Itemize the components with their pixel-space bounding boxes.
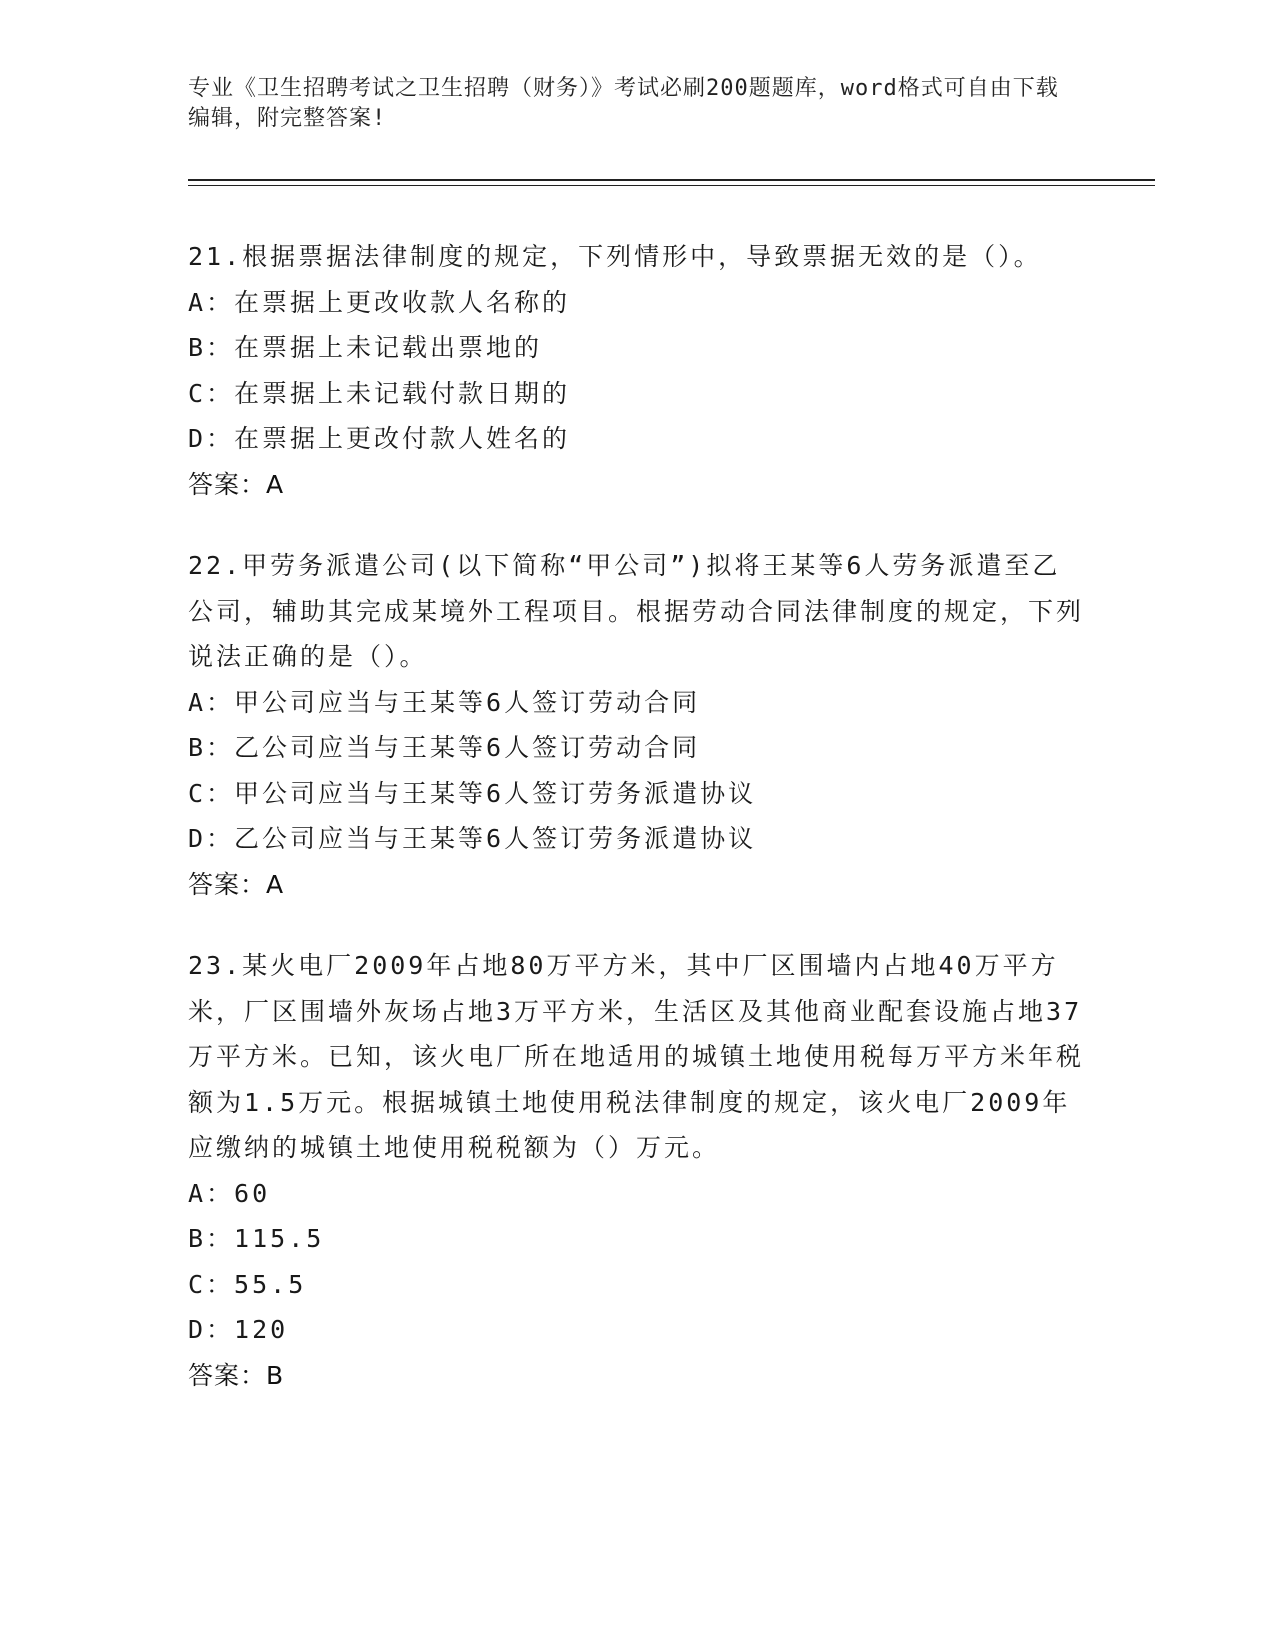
option-a: A：甲公司应当与王某等6人签订劳动合同 [188, 687, 701, 717]
option-c: C：甲公司应当与王某等6人签订劳务派遣协议 [188, 778, 757, 808]
answer-line: 答案：A [188, 469, 285, 499]
question-stem: 23.某火电厂2009年占地80万平方米，其中厂区围墙内占地40万平方米，厂区围墙外灰场占地3万平方米，生活区及其他商业配套设施占地37万平方米。已知，该火电厂所在地适用的城镇土地使用税每万平方米年税额为1.5万元。根据城镇土地使用税法律制度的规定，该火电厂2009年应缴纳的城镇土地使用税税额为（）万元。 [188, 951, 1085, 1162]
option-b: B：115.5 [188, 1224, 325, 1253]
option-d: D：乙公司应当与王某等6人签订劳务派遣协议 [188, 824, 757, 853]
option-c: C：在票据上未记载付款日期的 [188, 378, 571, 408]
header-divider-thin [188, 185, 1155, 186]
option-a: A：在票据上更改收款人名称的 [188, 287, 571, 317]
answer-line: 答案：B [188, 1360, 285, 1390]
question-stem: 22.甲劳务派遣公司(以下简称“甲公司”)拟将王某等6人劳务派遣至乙公司，辅助其完成某境外工程项目。根据劳动合同法律制度的规定，下列说法正确的是（）。 [188, 551, 1085, 671]
document-header: 专业《卫生招聘考试之卫生招聘（财务）》考试必刷200题题库，word格式可自由下载编辑，附完整答案! [188, 76, 1059, 131]
question-list [188, 234, 1088, 1434]
header-divider-thick [188, 179, 1155, 181]
question-23 [188, 943, 1088, 1398]
question-stem: 21.根据票据法律制度的规定，下列情形中，导致票据无效的是（）。 [188, 242, 1042, 271]
option-b: B：在票据上未记载出票地的 [188, 333, 543, 362]
question-21 [188, 234, 1088, 507]
answer-line: 答案：A [188, 869, 285, 899]
question-22 [188, 543, 1088, 907]
option-b: B：乙公司应当与王某等6人签订劳动合同 [188, 733, 701, 762]
option-d: D：在票据上更改付款人姓名的 [188, 424, 571, 453]
option-a: A：60 [188, 1178, 271, 1208]
option-c: C：55.5 [188, 1269, 307, 1299]
option-d: D：120 [188, 1315, 289, 1344]
